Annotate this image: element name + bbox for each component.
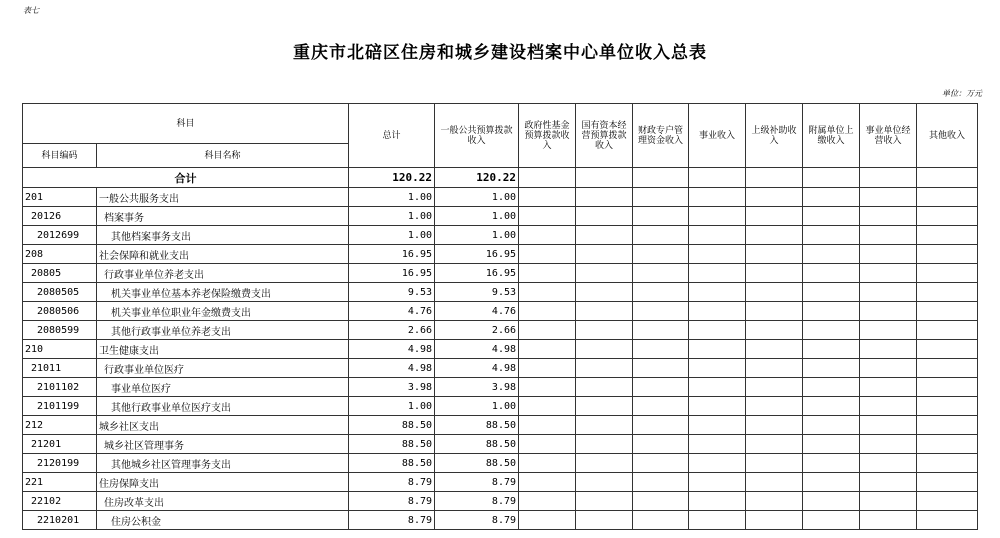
- total-cell: 1.00: [349, 188, 435, 207]
- empty-cell: [519, 283, 576, 302]
- subject-name-cell: 机关事业单位职业年金缴费支出: [97, 302, 349, 321]
- table-row: [23, 492, 978, 511]
- income-summary-table: [22, 103, 978, 530]
- empty-cell: [860, 283, 917, 302]
- empty-cell: [803, 188, 860, 207]
- empty-cell: [519, 321, 576, 340]
- general-budget-cell: 1.00: [435, 188, 519, 207]
- empty-cell: [519, 264, 576, 283]
- empty-cell: [689, 302, 746, 321]
- empty-cell: [860, 340, 917, 359]
- table-row: [23, 283, 978, 302]
- empty-cell: [746, 340, 803, 359]
- empty-cell: [803, 226, 860, 245]
- empty-cell: [917, 454, 978, 473]
- empty-cell: [746, 283, 803, 302]
- empty-cell: [689, 245, 746, 264]
- empty-cell: [917, 473, 978, 492]
- subject-name-cell: 行政事业单位医疗: [97, 359, 349, 378]
- empty-cell: [746, 492, 803, 511]
- total-cell: 1.00: [349, 207, 435, 226]
- total-cell: 16.95: [349, 245, 435, 264]
- empty-cell: [860, 454, 917, 473]
- empty-cell: [860, 492, 917, 511]
- total-cell: 1.00: [349, 397, 435, 416]
- general-budget-cell: 1.00: [435, 397, 519, 416]
- empty-cell: [576, 340, 633, 359]
- empty-cell: [860, 416, 917, 435]
- table-row: [23, 264, 978, 283]
- total-cell: 88.50: [349, 416, 435, 435]
- empty-cell: [917, 321, 978, 340]
- general-budget-cell: 4.98: [435, 359, 519, 378]
- header-col-state-capital: 国有资本经营预算拨款收入: [576, 104, 633, 168]
- empty-cell: [576, 188, 633, 207]
- subject-name-cell: 其他档案事务支出: [97, 226, 349, 245]
- subject-name-cell: 住房保障支出: [97, 473, 349, 492]
- general-budget-cell: 88.50: [435, 416, 519, 435]
- table-row: [23, 416, 978, 435]
- header-subject-name: 科目名称: [97, 144, 349, 168]
- table-row: [23, 207, 978, 226]
- empty-cell: [689, 340, 746, 359]
- header-col-business-income: 事业收入: [689, 104, 746, 168]
- empty-cell: [633, 511, 689, 530]
- general-budget-cell: 8.79: [435, 511, 519, 530]
- total-cell: 4.98: [349, 359, 435, 378]
- header-col-affiliated-unit: 附属单位上缴收入: [803, 104, 860, 168]
- empty-cell: [519, 207, 576, 226]
- empty-cell: [803, 435, 860, 454]
- empty-cell: [689, 188, 746, 207]
- table-row: [23, 359, 978, 378]
- empty-cell: [746, 302, 803, 321]
- total-cell: 16.95: [349, 264, 435, 283]
- empty-cell: [689, 321, 746, 340]
- empty-cell: [917, 226, 978, 245]
- subject-code-cell: 2210201: [23, 511, 97, 530]
- header-col-other-income: 其他收入: [917, 104, 978, 168]
- header-col-total: 总计: [349, 104, 435, 168]
- table-row: [23, 511, 978, 530]
- empty-cell: [576, 283, 633, 302]
- empty-cell: [519, 340, 576, 359]
- empty-cell: [633, 492, 689, 511]
- empty-cell: [860, 397, 917, 416]
- empty-cell: [689, 473, 746, 492]
- empty-cell: [917, 435, 978, 454]
- empty-cell: [633, 435, 689, 454]
- empty-cell: [860, 245, 917, 264]
- document-label: 表七: [23, 6, 39, 15]
- table-row: [23, 245, 978, 264]
- empty-cell: [803, 473, 860, 492]
- empty-cell: [689, 416, 746, 435]
- empty-cell: [519, 511, 576, 530]
- empty-cell: [633, 321, 689, 340]
- empty-cell: [803, 359, 860, 378]
- empty-cell: [519, 245, 576, 264]
- subject-code-cell: 21201: [23, 435, 97, 454]
- empty-cell: [860, 435, 917, 454]
- general-budget-cell: 1.00: [435, 207, 519, 226]
- empty-cell: [519, 188, 576, 207]
- empty-cell: [633, 283, 689, 302]
- empty-cell: [519, 435, 576, 454]
- empty-cell: [689, 397, 746, 416]
- empty-cell: [803, 397, 860, 416]
- empty-cell: [746, 397, 803, 416]
- total-label: 合计: [23, 168, 349, 188]
- empty-cell: [689, 454, 746, 473]
- total-cell: 8.79: [349, 492, 435, 511]
- subject-code-cell: 2080506: [23, 302, 97, 321]
- subject-code-cell: 201: [23, 188, 97, 207]
- empty-cell: [576, 264, 633, 283]
- general-budget-cell: 4.98: [435, 340, 519, 359]
- empty-cell: [519, 416, 576, 435]
- empty-cell: [633, 397, 689, 416]
- empty-cell: [860, 321, 917, 340]
- empty-cell: [860, 207, 917, 226]
- subject-name-cell: 卫生健康支出: [97, 340, 349, 359]
- empty-cell: [519, 302, 576, 321]
- empty-cell: [803, 302, 860, 321]
- empty-cell: [917, 283, 978, 302]
- general-budget-cell: 120.22: [435, 168, 519, 188]
- empty-cell: [689, 207, 746, 226]
- empty-cell: [576, 416, 633, 435]
- empty-cell: [917, 359, 978, 378]
- subject-name-cell: 一般公共服务支出: [97, 188, 349, 207]
- header-col-superior-subsidy: 上级补助收入: [746, 104, 803, 168]
- subject-name-cell: 其他行政事业单位医疗支出: [97, 397, 349, 416]
- empty-cell: [860, 226, 917, 245]
- empty-cell: [746, 416, 803, 435]
- header-subject-code: 科目编码: [23, 144, 97, 168]
- empty-cell: [576, 321, 633, 340]
- table-row: [23, 321, 978, 340]
- header-col-operating-income: 事业单位经营收入: [860, 104, 917, 168]
- empty-cell: [633, 378, 689, 397]
- empty-cell: [633, 416, 689, 435]
- total-cell: 88.50: [349, 454, 435, 473]
- general-budget-cell: 3.98: [435, 378, 519, 397]
- empty-cell: [803, 492, 860, 511]
- empty-cell: [689, 226, 746, 245]
- empty-cell: [689, 492, 746, 511]
- empty-cell: [803, 454, 860, 473]
- table-row: [23, 454, 978, 473]
- general-budget-cell: 88.50: [435, 435, 519, 454]
- empty-cell: [803, 416, 860, 435]
- empty-cell: [860, 359, 917, 378]
- empty-cell: [860, 264, 917, 283]
- empty-cell: [519, 378, 576, 397]
- general-budget-cell: 88.50: [435, 454, 519, 473]
- empty-cell: [746, 359, 803, 378]
- empty-cell: [803, 321, 860, 340]
- empty-cell: [689, 359, 746, 378]
- general-budget-cell: 8.79: [435, 473, 519, 492]
- empty-cell: [746, 454, 803, 473]
- empty-cell: [633, 207, 689, 226]
- subject-code-cell: 22102: [23, 492, 97, 511]
- empty-cell: [746, 321, 803, 340]
- total-row: [23, 168, 978, 188]
- empty-cell: [689, 511, 746, 530]
- empty-cell: [576, 397, 633, 416]
- general-budget-cell: 1.00: [435, 226, 519, 245]
- subject-code-cell: 21011: [23, 359, 97, 378]
- empty-cell: [917, 207, 978, 226]
- empty-cell: [576, 454, 633, 473]
- empty-cell: [803, 511, 860, 530]
- empty-cell: [746, 264, 803, 283]
- table-row: [23, 397, 978, 416]
- total-cell: 4.76: [349, 302, 435, 321]
- subject-name-cell: 其他城乡社区管理事务支出: [97, 454, 349, 473]
- total-cell: 3.98: [349, 378, 435, 397]
- subject-code-cell: 2120199: [23, 454, 97, 473]
- empty-cell: [519, 492, 576, 511]
- empty-cell: [746, 226, 803, 245]
- empty-cell: [576, 511, 633, 530]
- empty-cell: [803, 245, 860, 264]
- table-row: [23, 435, 978, 454]
- table-row: [23, 473, 978, 492]
- subject-code-cell: 2101102: [23, 378, 97, 397]
- empty-cell: [519, 397, 576, 416]
- empty-cell: [633, 188, 689, 207]
- empty-cell: [746, 188, 803, 207]
- empty-cell: [576, 435, 633, 454]
- empty-cell: [803, 207, 860, 226]
- subject-name-cell: 城乡社区支出: [97, 416, 349, 435]
- empty-cell: [803, 340, 860, 359]
- total-cell: 9.53: [349, 283, 435, 302]
- empty-cell: [576, 473, 633, 492]
- table-row: [23, 302, 978, 321]
- total-cell: 1.00: [349, 226, 435, 245]
- subject-name-cell: 档案事务: [97, 207, 349, 226]
- total-cell: 120.22: [349, 168, 435, 188]
- subject-code-cell: 221: [23, 473, 97, 492]
- empty-cell: [746, 511, 803, 530]
- empty-cell: [860, 473, 917, 492]
- subject-code-cell: 2080505: [23, 283, 97, 302]
- empty-cell: [860, 188, 917, 207]
- subject-code-cell: 20126: [23, 207, 97, 226]
- empty-cell: [746, 245, 803, 264]
- empty-cell: [633, 302, 689, 321]
- empty-cell: [860, 302, 917, 321]
- subject-name-cell: 住房公积金: [97, 511, 349, 530]
- empty-cell: [917, 264, 978, 283]
- subject-name-cell: 城乡社区管理事务: [97, 435, 349, 454]
- empty-cell: [917, 397, 978, 416]
- empty-cell: [576, 359, 633, 378]
- header-col-general-budget: 一般公共预算拨款收入: [435, 104, 519, 168]
- empty-cell: [746, 378, 803, 397]
- total-cell: 8.79: [349, 473, 435, 492]
- empty-cell: [803, 283, 860, 302]
- subject-code-cell: 2101199: [23, 397, 97, 416]
- empty-cell: [860, 511, 917, 530]
- empty-cell: [519, 473, 576, 492]
- header-col-fiscal-account: 财政专户管理资金收入: [633, 104, 689, 168]
- table-row: [23, 340, 978, 359]
- empty-cell: [576, 226, 633, 245]
- subject-code-cell: 2080599: [23, 321, 97, 340]
- empty-cell: [746, 207, 803, 226]
- empty-cell: [803, 264, 860, 283]
- total-cell: 8.79: [349, 511, 435, 530]
- subject-name-cell: 其他行政事业单位养老支出: [97, 321, 349, 340]
- empty-cell: [576, 302, 633, 321]
- general-budget-cell: 9.53: [435, 283, 519, 302]
- subject-code-cell: 212: [23, 416, 97, 435]
- empty-cell: [917, 511, 978, 530]
- empty-cell: [917, 245, 978, 264]
- empty-cell: [633, 264, 689, 283]
- empty-cell: [576, 492, 633, 511]
- empty-cell: [689, 378, 746, 397]
- unit-label: 单位：万元: [942, 89, 982, 98]
- empty-cell: [689, 264, 746, 283]
- empty-cell: [689, 283, 746, 302]
- empty-cell: [917, 302, 978, 321]
- subject-code-cell: 208: [23, 245, 97, 264]
- header-subject: 科目: [23, 104, 349, 144]
- subject-code-cell: 20805: [23, 264, 97, 283]
- general-budget-cell: 8.79: [435, 492, 519, 511]
- empty-cell: [689, 435, 746, 454]
- empty-cell: [519, 359, 576, 378]
- total-cell: 2.66: [349, 321, 435, 340]
- empty-cell: [917, 378, 978, 397]
- subject-name-cell: 社会保障和就业支出: [97, 245, 349, 264]
- subject-code-cell: 2012699: [23, 226, 97, 245]
- empty-cell: [860, 378, 917, 397]
- empty-cell: [633, 340, 689, 359]
- general-budget-cell: 16.95: [435, 264, 519, 283]
- empty-cell: [917, 340, 978, 359]
- empty-cell: [917, 188, 978, 207]
- subject-name-cell: 机关事业单位基本养老保险缴费支出: [97, 283, 349, 302]
- general-budget-cell: 2.66: [435, 321, 519, 340]
- subject-name-cell: 事业单位医疗: [97, 378, 349, 397]
- empty-cell: [633, 454, 689, 473]
- empty-cell: [576, 245, 633, 264]
- general-budget-cell: 16.95: [435, 245, 519, 264]
- empty-cell: [803, 378, 860, 397]
- empty-cell: [633, 359, 689, 378]
- empty-cell: [633, 226, 689, 245]
- table-row: [23, 188, 978, 207]
- empty-cell: [576, 207, 633, 226]
- empty-cell: [576, 378, 633, 397]
- table-row: [23, 378, 978, 397]
- header-col-gov-fund: 政府性基金预算拨款收入: [519, 104, 576, 168]
- empty-cell: [519, 226, 576, 245]
- empty-cell: [519, 454, 576, 473]
- subject-name-cell: 行政事业单位养老支出: [97, 264, 349, 283]
- empty-cell: [633, 245, 689, 264]
- empty-cell: [746, 473, 803, 492]
- empty-cell: [917, 416, 978, 435]
- empty-cell: [633, 473, 689, 492]
- general-budget-cell: 4.76: [435, 302, 519, 321]
- page-title: 重庆市北碚区住房和城乡建设档案中心单位收入总表: [293, 43, 707, 63]
- table-row: [23, 226, 978, 245]
- empty-cell: [746, 435, 803, 454]
- subject-name-cell: 住房改革支出: [97, 492, 349, 511]
- total-cell: 88.50: [349, 435, 435, 454]
- total-cell: 4.98: [349, 340, 435, 359]
- subject-code-cell: 210: [23, 340, 97, 359]
- empty-cell: [917, 492, 978, 511]
